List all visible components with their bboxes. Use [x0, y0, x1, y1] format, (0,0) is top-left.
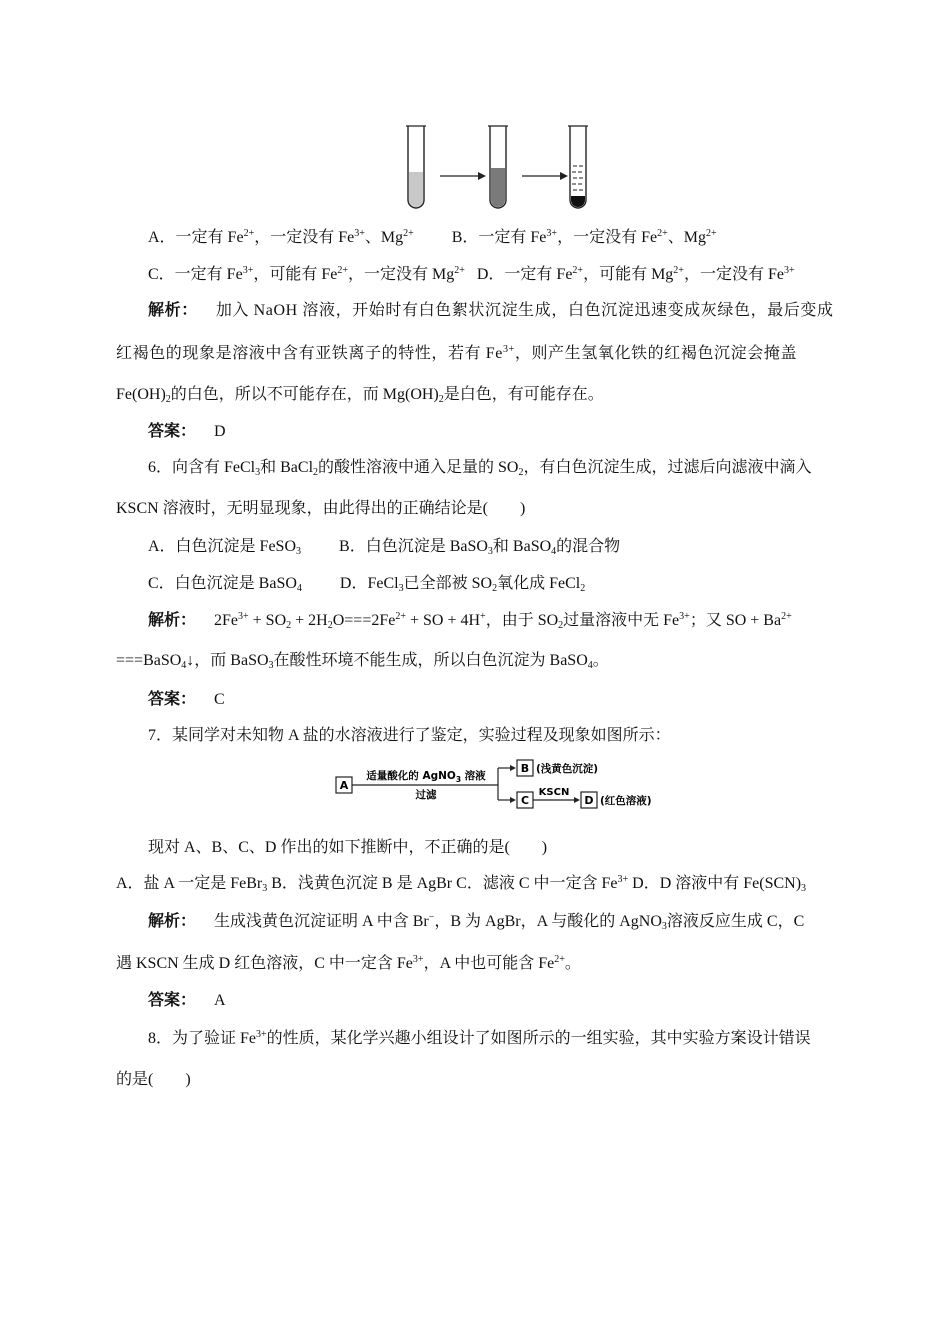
q7-option-a[interactable]: A．盐 A 一定是 FeBr$_3$ [116, 875, 268, 894]
q6-options-row-1 [148, 537, 846, 557]
q8-stem-line-1: 8．为了验证 $Fe^{3+}$的性质，某化学兴趣小组设计了如图所示的一组实验，其中实验方案设计错误 [148, 1029, 811, 1047]
q7-answer: 答案： A [148, 992, 226, 1009]
q6-stem-line-1: 6．向含有 FeCl$_3$和 BaCl$_2$的酸性溶液中通入足量的 $SO_2$，有白色沉淀生成，过滤后向滤液中滴入 [148, 459, 812, 478]
q5-option-d[interactable]: D．一定有 $Fe^{2+}$，可能有 $Mg^{2+}$，一定没有 $Fe^{3+}$ [476, 265, 795, 283]
test-tube-illustration [398, 124, 598, 216]
kscn-label: KSCN [538, 787, 570, 798]
q5-option-a[interactable]: A．一定有 $Fe^{2+}$，一定没有 $Fe^{3+}$、$Mg^{2+}$ [148, 228, 414, 246]
q6-option-b[interactable]: B．白色沉淀是 BaSO$_3$和 BaSO$_4$的混合物 [339, 538, 621, 557]
q5-analysis-line-2: 红褐色的现象是溶液中含有亚铁离子的特性，若有 $Fe^{3+}$，则产生氢氧化铁的红褐色沉淀会掩盖 [116, 344, 798, 362]
q6-analysis-line-1: 解析： $2Fe^{3+} + SO_2 + 2H_2O===2Fe^{2+}$ + SO + 4H+，由于 $SO_2$过量溶液中无 $Fe^{3+}$；又 SO + $Ba^{2+}$ [148, 611, 792, 631]
q6-option-d[interactable]: D．FeCl$_3$已全部被 $SO_2$氧化成 FeCl$_2$ [339, 575, 586, 594]
test-tube-1 [406, 126, 426, 208]
q7-flow-diagram [334, 758, 674, 814]
q5-option-c[interactable]: C．一定有 $Fe^{3+}$，可能有 $Fe^{2+}$，一定没有 $Mg^{2+}$ [148, 265, 465, 283]
q5-option-b[interactable]: B．一定有 $Fe^{3+}$，一定没有 $Fe^{2+}$、$Mg^{2+}$ [451, 228, 717, 246]
b-note: (浅黄色沉淀) [536, 763, 599, 775]
q6-answer-value: C [214, 691, 225, 708]
q6-option-a[interactable]: A．白色沉淀是 FeSO$_3$ [148, 538, 302, 557]
q5-analysis-label: 解析： [148, 302, 198, 319]
q7-stem: 7．某同学对未知物 A 盐的水溶液进行了鉴定，实验过程及现象如图所示： [148, 727, 671, 744]
box-d-label: D [584, 794, 594, 807]
box-c-label: C [520, 794, 530, 807]
filter-label: 过滤 [415, 789, 437, 801]
q5-answer-value: D [214, 423, 226, 440]
test-tube-3 [568, 126, 588, 208]
q6-analysis-line-2: ===BaSO$_4$↓，而 BaSO$_3$在酸性环境不能生成，所以白色沉淀为 BaSO$_4$。 [116, 652, 609, 671]
q7-answer-value: A [214, 992, 226, 1009]
q6-answer: 答案： C [148, 691, 225, 708]
q7-analysis-line-2: 遇 KSCN 生成 D 红色溶液，C 中一定含 $Fe^{3+}$，A 中也可能含 $Fe^{2+}$。 [116, 954, 581, 972]
box-b-label: B [520, 762, 530, 775]
arrow-2 [522, 172, 568, 180]
d-note: (红色溶液) [600, 795, 652, 807]
q5-options-row-2 [148, 265, 846, 285]
q7-option-d[interactable]: D．D 溶液中有 $Fe(SCN)_3$ [632, 875, 807, 894]
q5-analysis-line-3: $Fe(OH)_2$的白色，所以不可能存在，而 $Mg(OH)_2$是白色，有可能存在。 [116, 386, 604, 405]
q7-analysis-line-1: 解析： 生成浅黄色沉淀证明 A 中含 Br−，B 为 AgBr，A 与酸化的 AgNO$_3$溶液反应生成 C，C [148, 912, 805, 932]
q7-question: 现对 A、B、C、D 作出的如下推断中，不正确的是( ) [148, 839, 548, 856]
q8-stem-line-2: 的是( ) [116, 1071, 191, 1088]
reagent-label: 适量酸化的 AgNO$_3$ 溶液 [366, 770, 486, 784]
q5-options-row-1 [148, 228, 846, 248]
q6-options-row-2 [148, 574, 846, 594]
q5-answer: 答案： D [148, 423, 226, 440]
arrow-1 [440, 172, 486, 180]
q6-option-c[interactable]: C．白色沉淀是 BaSO$_4$ [148, 575, 302, 594]
q5-analysis-line-1: 解析： 加入 NaOH 溶液，开始时有白色絮状沉淀生成，白色沉淀迅速变成灰绿色，最后变成 [148, 302, 834, 319]
q7-option-b[interactable]: B．浅黄色沉淀 B 是 AgBr [271, 875, 453, 892]
test-tube-2 [488, 126, 508, 208]
q6-stem-line-2: KSCN 溶液时，无明显现象，由此得出的正确结论是( ) [116, 500, 526, 517]
box-a-label: A [339, 779, 349, 792]
q7-options [116, 874, 846, 894]
q7-option-c[interactable]: C．滤液 C 中一定含 $Fe^{3+}$ [456, 874, 629, 892]
